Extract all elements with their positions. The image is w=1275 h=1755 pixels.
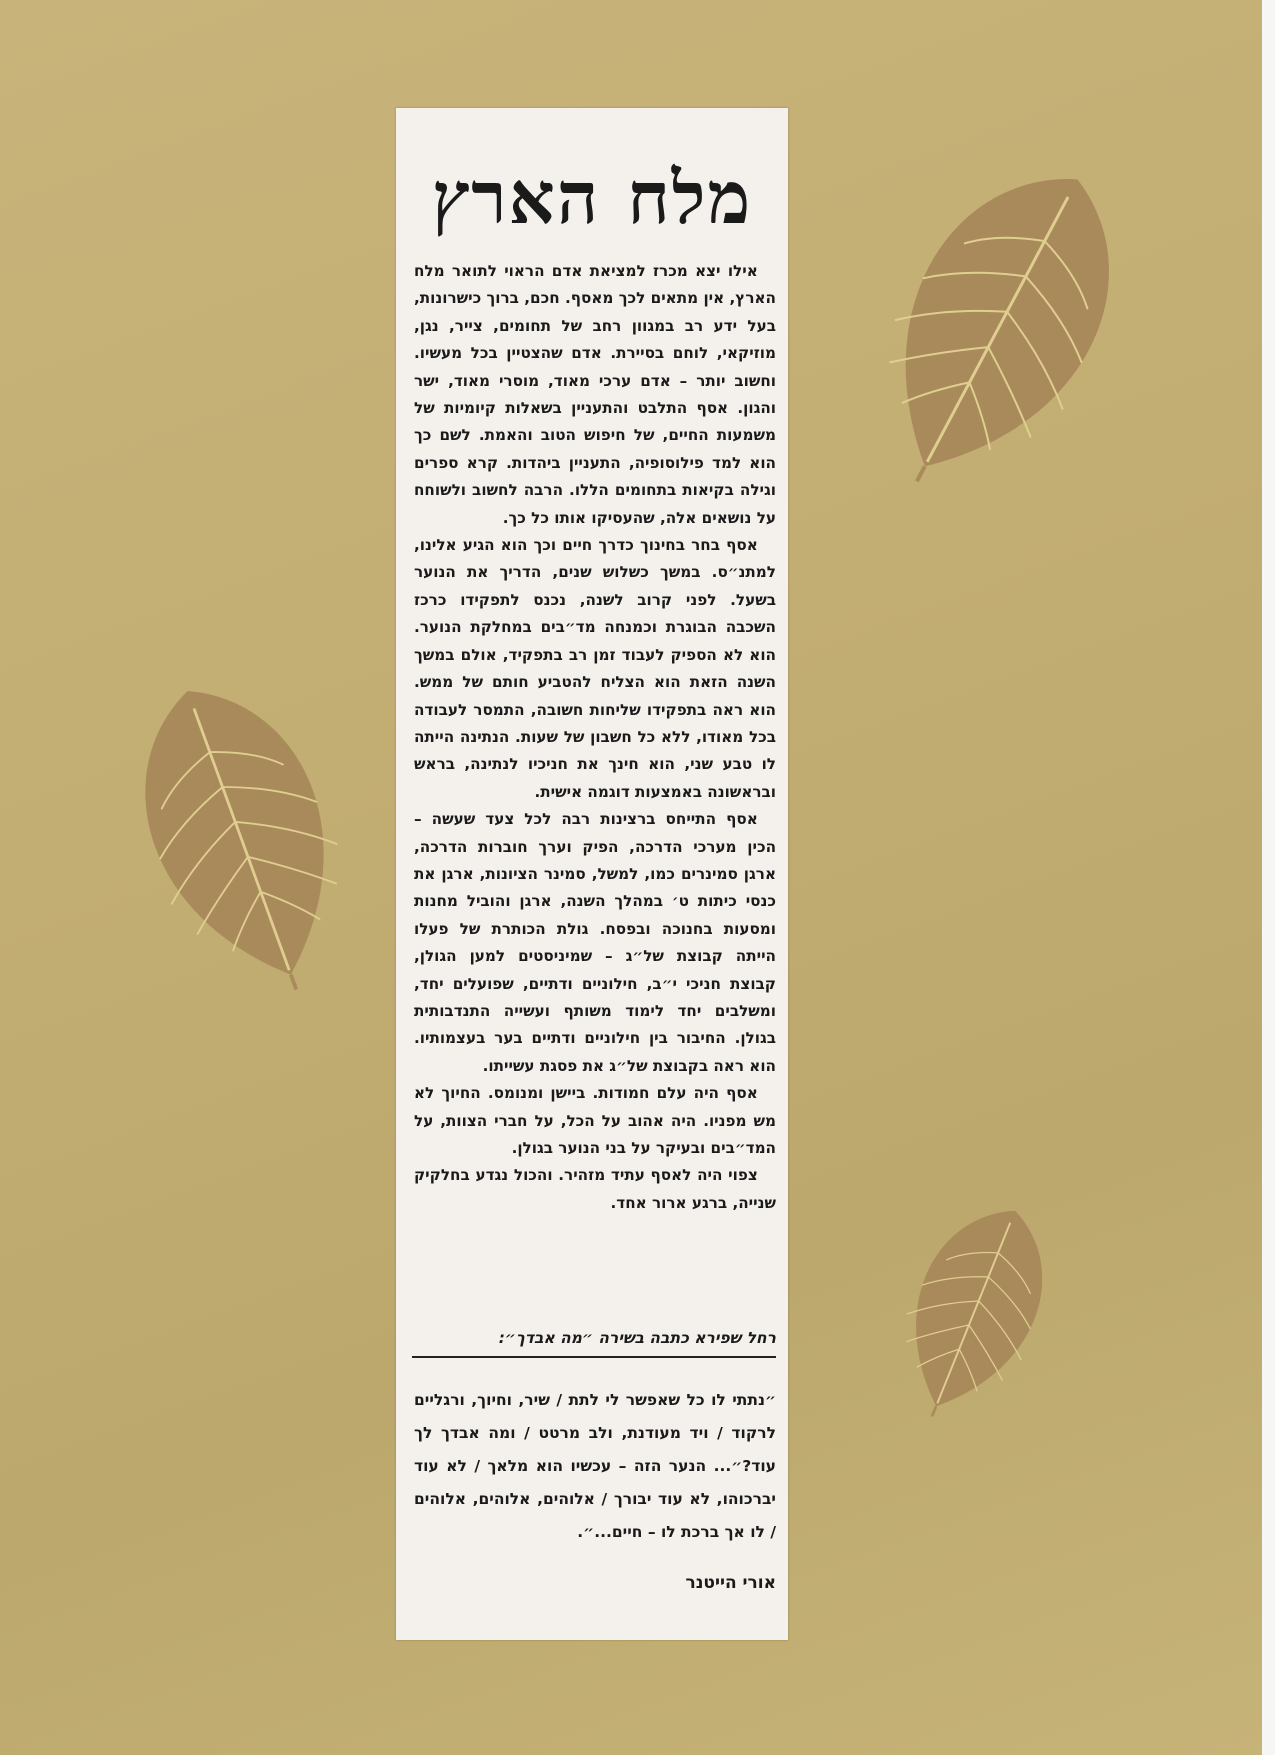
leaf-icon [110,660,370,1010]
quote-heading: רחל שפירא כתבה בשירה ״מה אבדך״: [412,1326,776,1358]
leaf-icon [860,140,1140,510]
article-body [414,258,776,1217]
article-paragraph: אילו יצא מכרז למציאת אדם הראוי לתואר מלח הארץ, אין מתאים לכך מאסף. חכם, ברוך כישרונות, בעל ידע רב במגוון רחב של תחומים, צייר, נגן, מוזיקאי, לוחם בסיירת. אדם שהצטיין בכל מעשיו. וחשוב יותר – אדם ערכי מאוד, מוסרי מאוד, ישר והגון. אסף התלבט והתעניין בשאלות קיומיות של משמעות החיים, של חיפוש הטוב והאמת. לשם כך הוא למד פילוסופיה, התעניין ביהדות. קרא ספרים וגילה בקיאות בתחומים הללו. הרבה לחשוב ולשוחח על נושאים אלה, שהעסיקו אותו כל כך. [414,262,776,527]
article-paragraph: אסף היה עלם חמודות. ביישן ומנומס. החיוך לא מש מפניו. היה אהוב על הכל, על חברי הצוות, על המד״בים ובעיקר על בני הנוער בגולן. [414,1084,776,1157]
newspaper-clipping [396,108,788,1640]
author-byline: אורי הייטנר [685,1573,776,1593]
article-paragraph: אסף בחר בחינוך כדרך חיים וכך הוא הגיע אלינו, למתנ״ס. במשך כשלוש שנים, הדריך את הנוער בשעל. לפני קרוב לשנה, נכנס לתפקידו כרכז השכבה הבוגרת וכמנחה מד״בים במחלקת הנוער. הוא לא הספיק לעבוד זמן רב בתפקיד, אולם במשך השנה הזאת הוא הצליח להטביע חותם של ממש. הוא ראה בתפקידו שליחות חשובה, התמסר לעבודה בכל מאודו, ללא כל חשבון של שעות. הנתינה הייתה לו טבע שני, הוא חינך את חניכיו לנתינה, בראש ובראשונה באמצעות דוגמה אישית. [414,536,776,801]
page-margin [1262,0,1275,1755]
article-headline: מלח הארץ [431,155,753,240]
leaf-icon [880,1190,1070,1430]
poem-quote: ״נתתי לו כל שאפשר לי לתת / שיר, וחיוך, ורגליים לרקוד / ויד מעודנת, ולב מרטט / ומה אבדך לך עוד?״... הנער הזה – עכשיו הוא מלאך / לא עוד יברכוהו, לא עוד יבורך / אלוהים, אלוהים, אלוהים / לו אך ברכת לו – חיים...״. [414,1391,776,1541]
article-paragraph: אסף התייחס ברצינות רבה לכל צעד שעשה – הכין מערכי הדרכה, הפיק וערך חוברות הדרכה, ארגן סמינרים כמו, למשל, סמינר הציונות, ארגן את כנסי כיתות ט׳ במהלך השנה, ארגן והוביל מחנות ומסעות בחנוכה ובפסח. גולת הכותרת של פעלו הייתה קבוצת של״ג – שמיניסטים למען הגולן, קבוצת חניכי י״ב, חילוניים ודתיים, שפועלים יחד, ומשלבים יחד לימוד משותף ועשייה התנדבותית בגולן. החיבור בין חילוניים ודתיים בער בעצמותיו. הוא ראה בקבוצת של״ג את פסגת עשייתו. [414,810,776,1075]
article-paragraph: צפוי היה לאסף עתיד מזהיר. והכול נגדע בחלקיק שנייה, ברגע ארור אחד. [414,1166,776,1212]
